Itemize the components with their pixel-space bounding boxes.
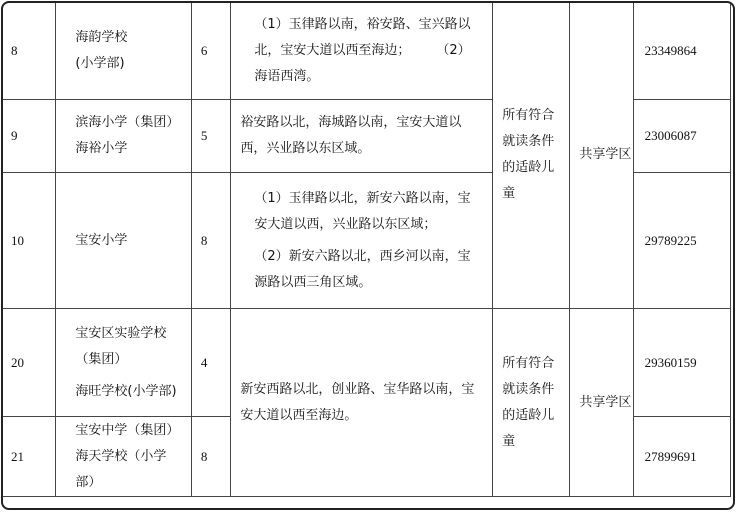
school-name-line: (小学部): [75, 55, 125, 71]
table-frame: [1, 1, 735, 510]
row-number: 20: [2, 309, 56, 417]
class-count: 8: [191, 173, 231, 309]
school-name-line: 宝安中学（集团）海天学校（小学部）: [75, 422, 180, 490]
phone-number: 29360159: [633, 309, 730, 417]
row-number: 10: [2, 173, 56, 309]
row-number: 21: [2, 417, 56, 497]
phone-number: 27899691: [633, 417, 730, 497]
shared-district: 共享学区: [570, 2, 633, 309]
class-count: 8: [191, 417, 231, 497]
enrollment-area: [231, 100, 493, 173]
school-district-table: [1, 1, 731, 497]
class-count: 5: [191, 100, 231, 173]
class-count: 4: [191, 309, 231, 417]
area-text: （1）玉律路以北，新安六路以南，宝安大道以西，兴业路以东区域；: [254, 190, 471, 232]
eligibility-condition: 所有符合就读条件的适龄儿童: [493, 2, 570, 309]
school-name-line: 海韵学校: [75, 29, 128, 45]
phone-number: 29789225: [633, 173, 730, 309]
row-number: 8: [2, 2, 56, 100]
area-text: 新安西路以北，创业路、宝华路以南，宝安大道以西至海边。: [240, 381, 475, 423]
school-name: [56, 173, 191, 309]
school-name: [56, 309, 191, 417]
enrollment-area: [231, 173, 493, 309]
school-name-line: 宝安小学: [75, 232, 128, 248]
phone-number: 23006087: [633, 100, 730, 173]
school-name: [56, 100, 191, 173]
school-name-line: 宝安区实验学校（集团）: [75, 325, 167, 367]
shared-district: 共享学区: [570, 309, 633, 497]
area-text: 裕安路以北，海城路以南，宝安大道以西，兴业路以东区域。: [240, 115, 462, 156]
table-row: [2, 309, 731, 417]
enrollment-area: [231, 2, 493, 100]
school-name-line: 滨海小学（集团）海裕小学: [75, 115, 180, 156]
school-name-line: 海旺学校(小学部): [75, 383, 177, 399]
area-text: （2）新安六路以北，西乡河以南，宝源路以西三角区域。: [254, 248, 471, 290]
school-name: [56, 2, 191, 100]
eligibility-condition: 所有符合就读条件的适龄儿童: [493, 309, 570, 497]
class-count: 6: [191, 2, 231, 100]
table-row: [2, 2, 731, 100]
enrollment-area: [231, 309, 493, 497]
school-name: [56, 417, 191, 497]
row-number: 9: [2, 100, 56, 173]
phone-number: 23349864: [633, 2, 730, 100]
area-text: （1）玉律路以南，裕安路、宝兴路以北，宝安大道以西至海边； （2）海语西湾。: [254, 16, 471, 84]
